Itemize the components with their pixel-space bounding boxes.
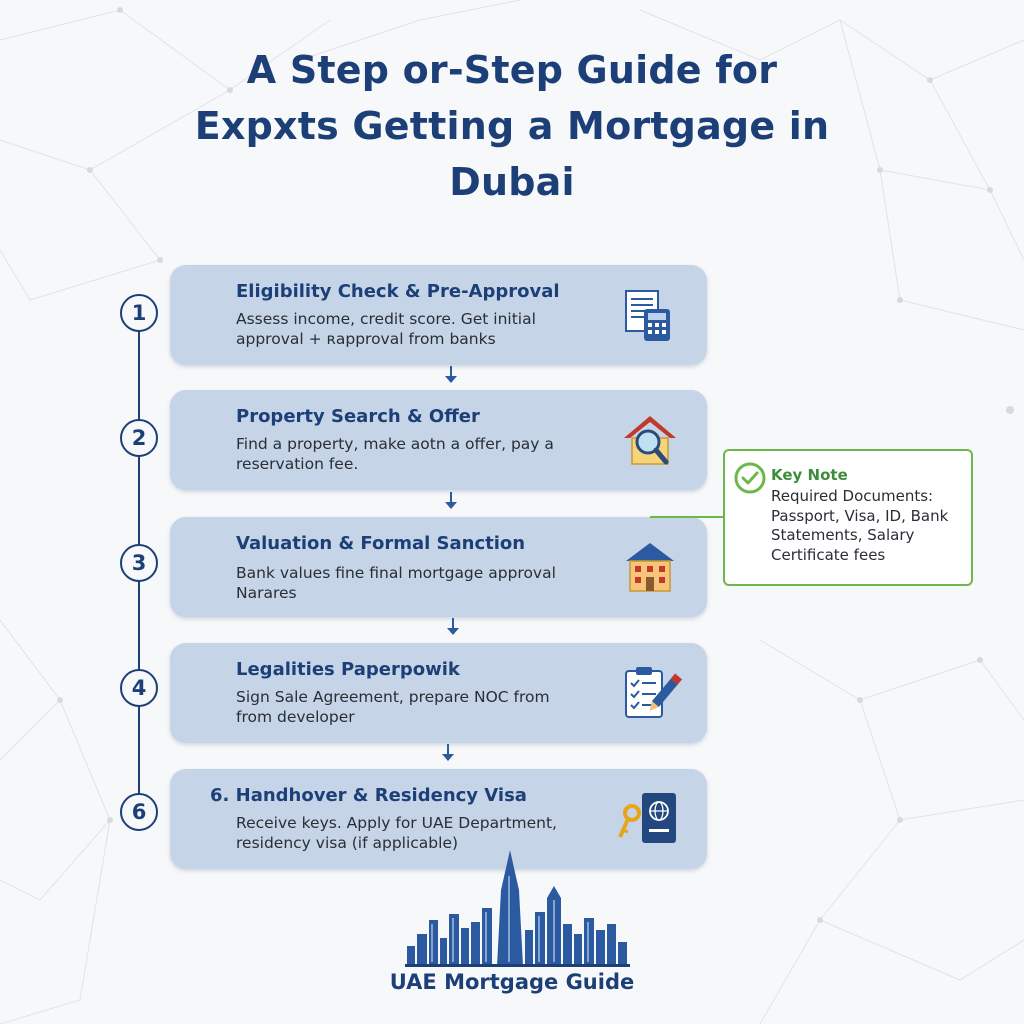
key-note-line: Passport, Visa, ID, Bank — [771, 506, 949, 525]
title-line-2: Expxts Getting a Mortgage in — [194, 104, 830, 148]
step-number-1: 1 — [120, 294, 158, 332]
step-card-valuation — [170, 517, 707, 617]
step-description — [236, 434, 606, 474]
step-title: 6. Handhover & Residency Visa — [210, 785, 527, 806]
footer-label: UAE Mortgage Guide — [389, 970, 635, 994]
step-card-property-search — [170, 390, 707, 490]
key-note-text — [771, 487, 971, 565]
title-line-1: A Step or-Step Guide for — [246, 48, 778, 92]
arrow-down-icon — [444, 492, 458, 510]
step-card-legalities — [170, 643, 707, 743]
building-icon — [618, 537, 682, 597]
key-note-line: Certificate fees — [771, 545, 886, 564]
step-description — [236, 813, 606, 853]
arrow-down-icon — [444, 366, 458, 384]
step-description-line: Narares — [236, 584, 297, 602]
key-note-line: Statements, Salary — [771, 526, 915, 544]
document-calculator-icon — [618, 285, 682, 345]
key-note-title: Key Note — [771, 466, 848, 484]
arrow-down-icon — [446, 618, 460, 636]
key-note-box — [723, 449, 973, 586]
step-description-line: Bank values fine final mortgage approval — [236, 564, 556, 582]
step-description-line: from developer — [236, 708, 355, 726]
step-description-line: Assess income, credit score. Get initial — [236, 310, 536, 328]
step-description-line: Sign Sale Agreement, prepare NOC from — [236, 688, 550, 706]
step-description-line: Find a property, make aotn a offer, pay a — [236, 435, 554, 453]
step-description-line: Receive keys. Apply for UAE Department, — [236, 814, 557, 832]
step-title: Valuation & Formal Sanction — [236, 533, 526, 554]
step-title: Eligibility Check & Pre-Approval — [236, 281, 560, 302]
step-description — [236, 309, 606, 349]
step-number-5: 6 — [120, 793, 158, 831]
clipboard-pen-icon — [618, 663, 682, 723]
check-circle-icon — [733, 461, 767, 495]
step-description-line: approval + ʀapproval from banks — [236, 330, 496, 348]
key-note-line: Required Documents: — [771, 487, 934, 505]
step-description-line: residency visa (if applicable) — [236, 834, 459, 852]
step-number-4: 4 — [120, 669, 158, 707]
step-description-line: reservation fee. — [236, 455, 359, 473]
page-title — [112, 42, 912, 210]
step-description — [236, 687, 606, 727]
step-card-eligibility — [170, 265, 707, 365]
step-number-3: 3 — [120, 544, 158, 582]
dubai-skyline-illustration — [405, 850, 630, 968]
step-description — [236, 563, 606, 603]
key-note-connector — [650, 516, 725, 518]
title-line-3: Dubai — [449, 160, 575, 204]
house-magnifier-icon — [618, 410, 682, 470]
step-title: Legalities Paperpowik — [236, 659, 460, 680]
step-title: Property Search & Offer — [236, 406, 480, 427]
arrow-down-icon — [441, 744, 455, 762]
step-number-2: 2 — [120, 419, 158, 457]
key-passport-icon — [618, 789, 682, 849]
